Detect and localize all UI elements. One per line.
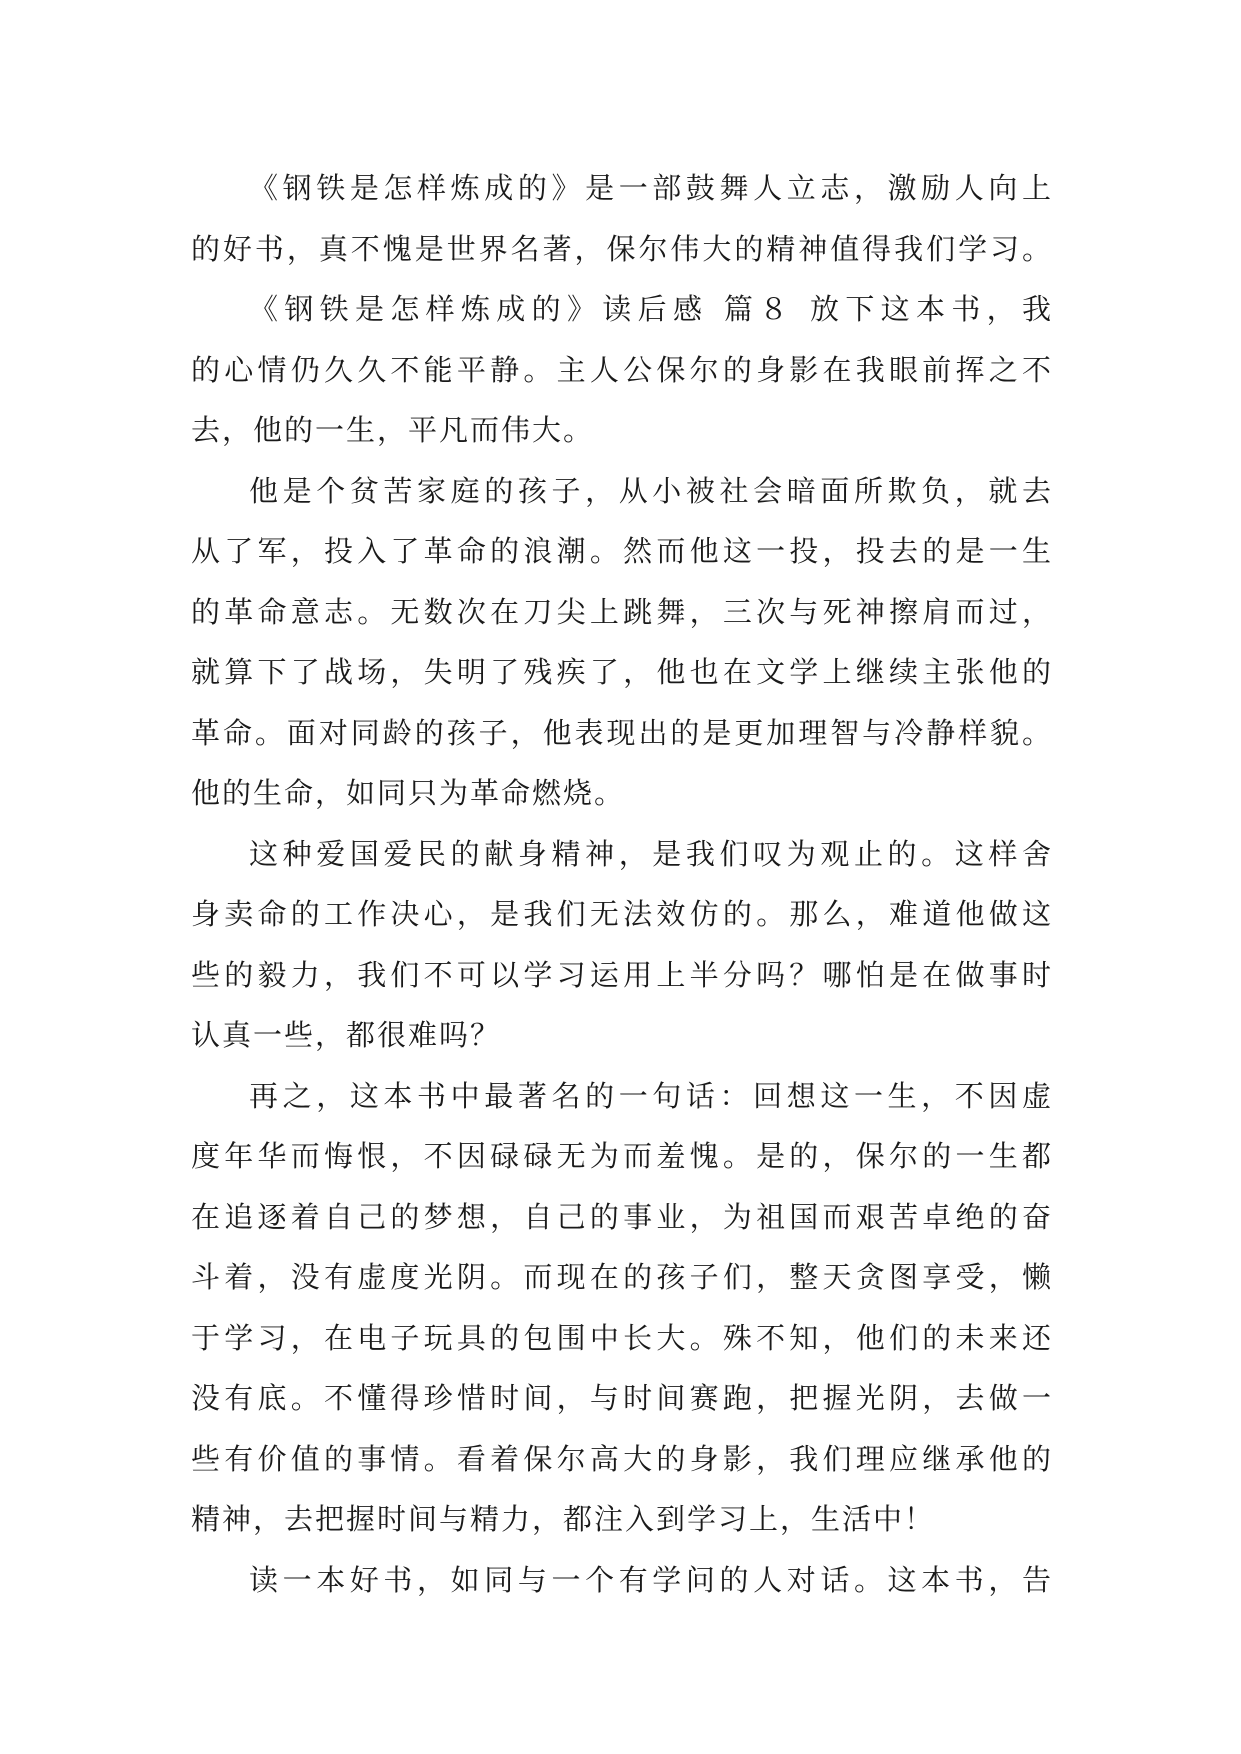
text-line: 的心情仍久久不能平静。主人公保尔的身影在我眼前挥之不 [191,352,1053,387]
text-line: 的好书，真不愧是世界名著，保尔伟大的精神值得我们学习。 [191,231,1053,266]
text-line: 就算下了战场，失明了残疾了，他也在文学上继续主张他的 [191,655,1053,689]
text-line: 的革命意志。无数次在刀尖上跳舞，三次与死神擦肩而过， [191,594,1053,629]
body-text [191,158,1053,1610]
text-line: 于学习，在电子玩具的包围中长大。殊不知，他们的未来还 [191,1320,1053,1355]
text-line: 读一本好书，如同与一个有学问的人对话。这本书，告 [249,1562,1053,1597]
text-line: 些的毅力，我们不可以学习运用上半分吗？哪怕是在做事时 [191,957,1053,992]
text-line: 他的生命，如同只为革命燃烧。 [191,776,626,810]
text-line: 身卖命的工作决心，是我们无法效仿的。那么，难道他做这 [191,897,1053,931]
text-line: 从了军，投入了革命的浪潮。然而他这一投，投去的是一生 [191,534,1053,568]
text-line: 革命。面对同龄的孩子，他表现出的是更加理智与冷静样貌。 [191,715,1053,750]
text-line: 再之，这本书中最著名的一句话：回想这一生，不因虚 [249,1078,1053,1113]
text-line: 认真一些，都很难吗？ [191,1018,502,1052]
text-line: 在追逐着自己的梦想，自己的事业，为祖国而艰苦卓绝的奋 [191,1199,1053,1234]
text-line: 些有价值的事情。看着保尔高大的身影，我们理应继承他的 [191,1441,1053,1476]
text-line: 斗着，没有虚度光阴。而现在的孩子们，整天贪图享受，懒 [191,1260,1053,1294]
text-line: 去，他的一生，平凡而伟大。 [191,413,595,447]
text-line: 这种爱国爱民的献身精神，是我们叹为观止的。这样舍 [249,836,1053,871]
text-line: 没有底。不懂得珍惜时间，与时间赛跑，把握光阴，去做一 [191,1381,1053,1415]
text-line: 他是个贫苦家庭的孩子，从小被社会暗面所欺负，就去 [249,473,1053,508]
text-line: 精神，去把握时间与精力，都注入到学习上，生活中！ [191,1502,936,1536]
text-line: 《钢铁是怎样炼成的》是一部鼓舞人立志，激励人向上 [249,171,1053,205]
text-line: 度年华而悔恨，不因碌碌无为而羞愧。是的，保尔的一生都 [191,1139,1053,1173]
text-line: 《钢铁是怎样炼成的》读后感 篇８ 放下这本书，我 [249,292,1053,326]
